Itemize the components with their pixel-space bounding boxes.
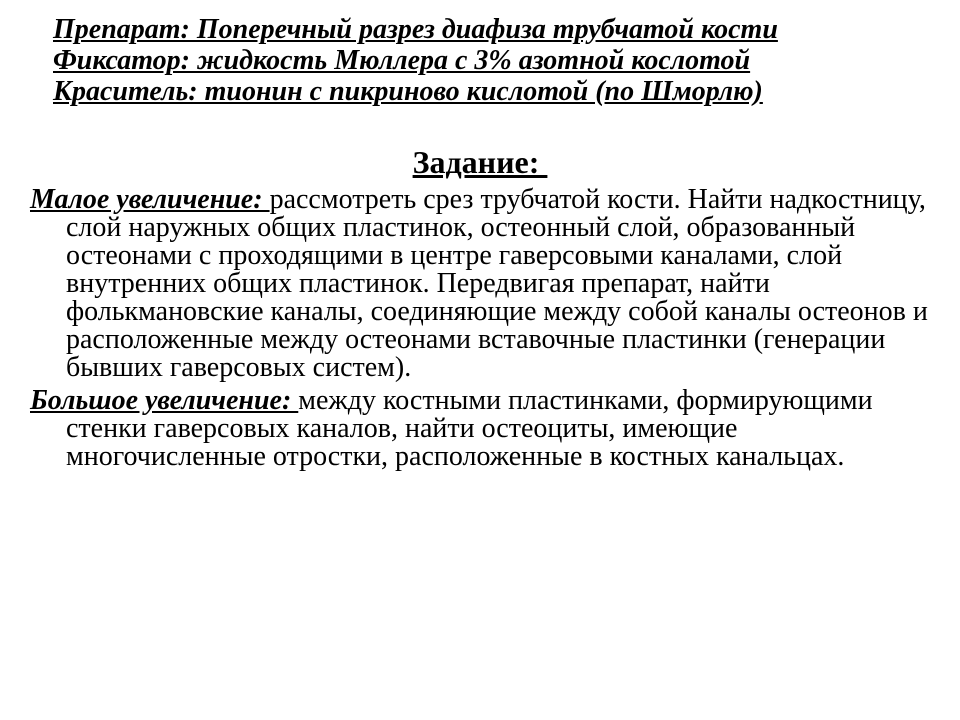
low-magnification-label: Малое увеличение: [30, 184, 270, 215]
high-magnification-label: Большое увеличение: [30, 385, 299, 416]
task-body [30, 186, 940, 471]
high-magnification-paragraph [30, 387, 940, 471]
low-magnification-paragraph [30, 186, 940, 382]
task-title-text: Задание: [412, 144, 548, 180]
low-magnification-text: рассмотреть срез трубчатой кости. Найти надкостницу, слой наружных общих пластинок, остеонный слой, образованный остеонами с проходящими в центре гаверсовыми каналами, слой внутренних общих пластинок. Передвигая препарат, найти фолькмановские каналы, соединяющие между собой каналы остеонов и расположенные между остеонами вставочные пластинки (генерации бывших гаверсовых систем). [66, 184, 928, 383]
fixative-line: Фиксатор: жидкость Мюллера с 3% азотной кослотой [53, 45, 751, 76]
high-magnification-text: между костными пластинками, формирующими стенки гаверсовых каналов, найти остеоциты, имеющие многочисленные отростки, расположенные в костных канальцах. [66, 385, 873, 472]
stain-line: Краситель: тионин с пикриново кислотой (по Шморлю) [53, 76, 763, 107]
task-title [0, 143, 960, 181]
specimen-header [53, 14, 933, 107]
specimen-line: Препарат: Поперечный разрез диафиза трубчатой кости [53, 14, 778, 45]
